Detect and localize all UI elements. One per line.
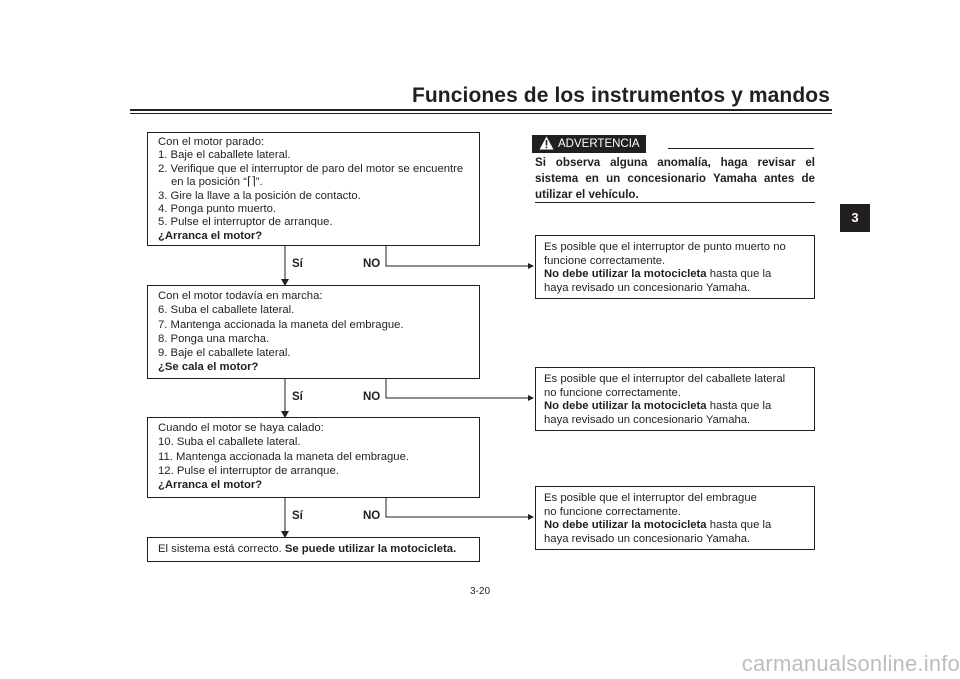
result-ok-bold: Se puede utilizar la motocicleta. (284, 543, 457, 555)
arrow-right-icon (528, 514, 534, 520)
step-question: ¿Arranca el motor? (158, 229, 263, 242)
step-line: 1. Baje el caballete lateral. (158, 149, 291, 162)
warning-rule (668, 148, 814, 149)
step-line: 3. Gire la llave a la posición de contacto. (158, 189, 361, 202)
step-line: 9. Baje el caballete lateral. (158, 347, 291, 360)
warning-text: Si observa alguna anomalía, haga revisar el sistema en un concesionario Yamaha antes de utilizar el vehículo. (535, 156, 815, 201)
result-line: Es posible que el interruptor del caballete lateral (544, 373, 786, 385)
step-line: 4. Ponga punto muerto. (158, 203, 277, 216)
step-line: 12. Pulse el interruptor de arranque. (158, 464, 339, 477)
result-bold: No debe utilizar la motocicleta (544, 519, 707, 531)
step-line: 7. Mantenga accionada la maneta del embrague. (158, 318, 404, 331)
result-line: no funcione correctamente. (544, 386, 681, 399)
step-line: 6. Suba el caballete lateral. (158, 304, 295, 317)
result-bold: No debe utilizar la motocicleta (544, 268, 707, 280)
arrow-right-icon (528, 263, 534, 269)
flow-result-ok-box (147, 537, 480, 562)
flow-step-box-2 (147, 285, 480, 379)
step-line: 8. Ponga una marcha. (158, 332, 270, 345)
result-line: haya revisado un concesionario Yamaha. (544, 413, 751, 426)
result-line: Es posible que el interruptor de punto muerto no (544, 241, 786, 253)
step-line: 2. Verifique que el interruptor de paro del motor se encuentre (158, 162, 464, 175)
result-line: Es posible que el interruptor del embrague (544, 492, 757, 504)
result-line: funcione correctamente. (544, 254, 666, 267)
no-label: NO (363, 510, 381, 522)
no-label: NO (363, 391, 381, 403)
arrow-right-icon (528, 395, 534, 401)
yes-label: Sí (292, 510, 303, 522)
result-box-clutch-switch (535, 486, 815, 550)
result-line: no funcione correctamente. (544, 505, 681, 518)
result-line: hasta que la (706, 268, 772, 280)
result-line: haya revisado un concesionario Yamaha. (544, 532, 751, 545)
flow-step-box-3 (147, 417, 480, 498)
warning-bottom-rule (535, 202, 815, 203)
step-question: ¿Se cala el motor? (158, 361, 259, 374)
chapter-tab: 3 (840, 204, 870, 232)
step-line: Cuando el motor se haya calado: (158, 422, 324, 434)
yes-label: Sí (292, 391, 303, 403)
yes-label: Sí (292, 258, 303, 270)
result-ok-text: El sistema está correcto. (158, 543, 285, 555)
step-line: 10. Suba el caballete lateral. (158, 436, 301, 449)
warning-badge-label: ADVERTENCIA (558, 138, 640, 150)
step-question: ¿Arranca el motor? (158, 479, 263, 492)
result-bold: No debe utilizar la motocicleta (544, 400, 707, 412)
flow-step-box-1 (147, 132, 480, 246)
step-line: en la posición “⌈⌉”. (171, 176, 263, 189)
step-line: Con el motor todavía en marcha: (158, 290, 323, 302)
watermark: carmanualsonline.info (741, 651, 960, 676)
warning-badge (532, 135, 646, 153)
page-title: Funciones de los instrumentos y mandos (411, 84, 830, 107)
page-number: 3-20 (469, 586, 490, 597)
no-label: NO (363, 258, 381, 270)
result-line: hasta que la (706, 400, 772, 412)
result-box-sidestand-switch (535, 367, 815, 431)
warning-header (532, 134, 646, 153)
result-box-neutral-switch (535, 235, 815, 299)
result-line: haya revisado un concesionario Yamaha. (544, 281, 751, 294)
result-line: hasta que la (706, 519, 772, 531)
step-line: 5. Pulse el interruptor de arranque. (158, 216, 333, 229)
warning-triangle-icon (539, 136, 554, 150)
step-line: Con el motor parado: (158, 136, 265, 148)
step-line: 11. Mantenga accionada la maneta del embrague. (158, 450, 410, 463)
